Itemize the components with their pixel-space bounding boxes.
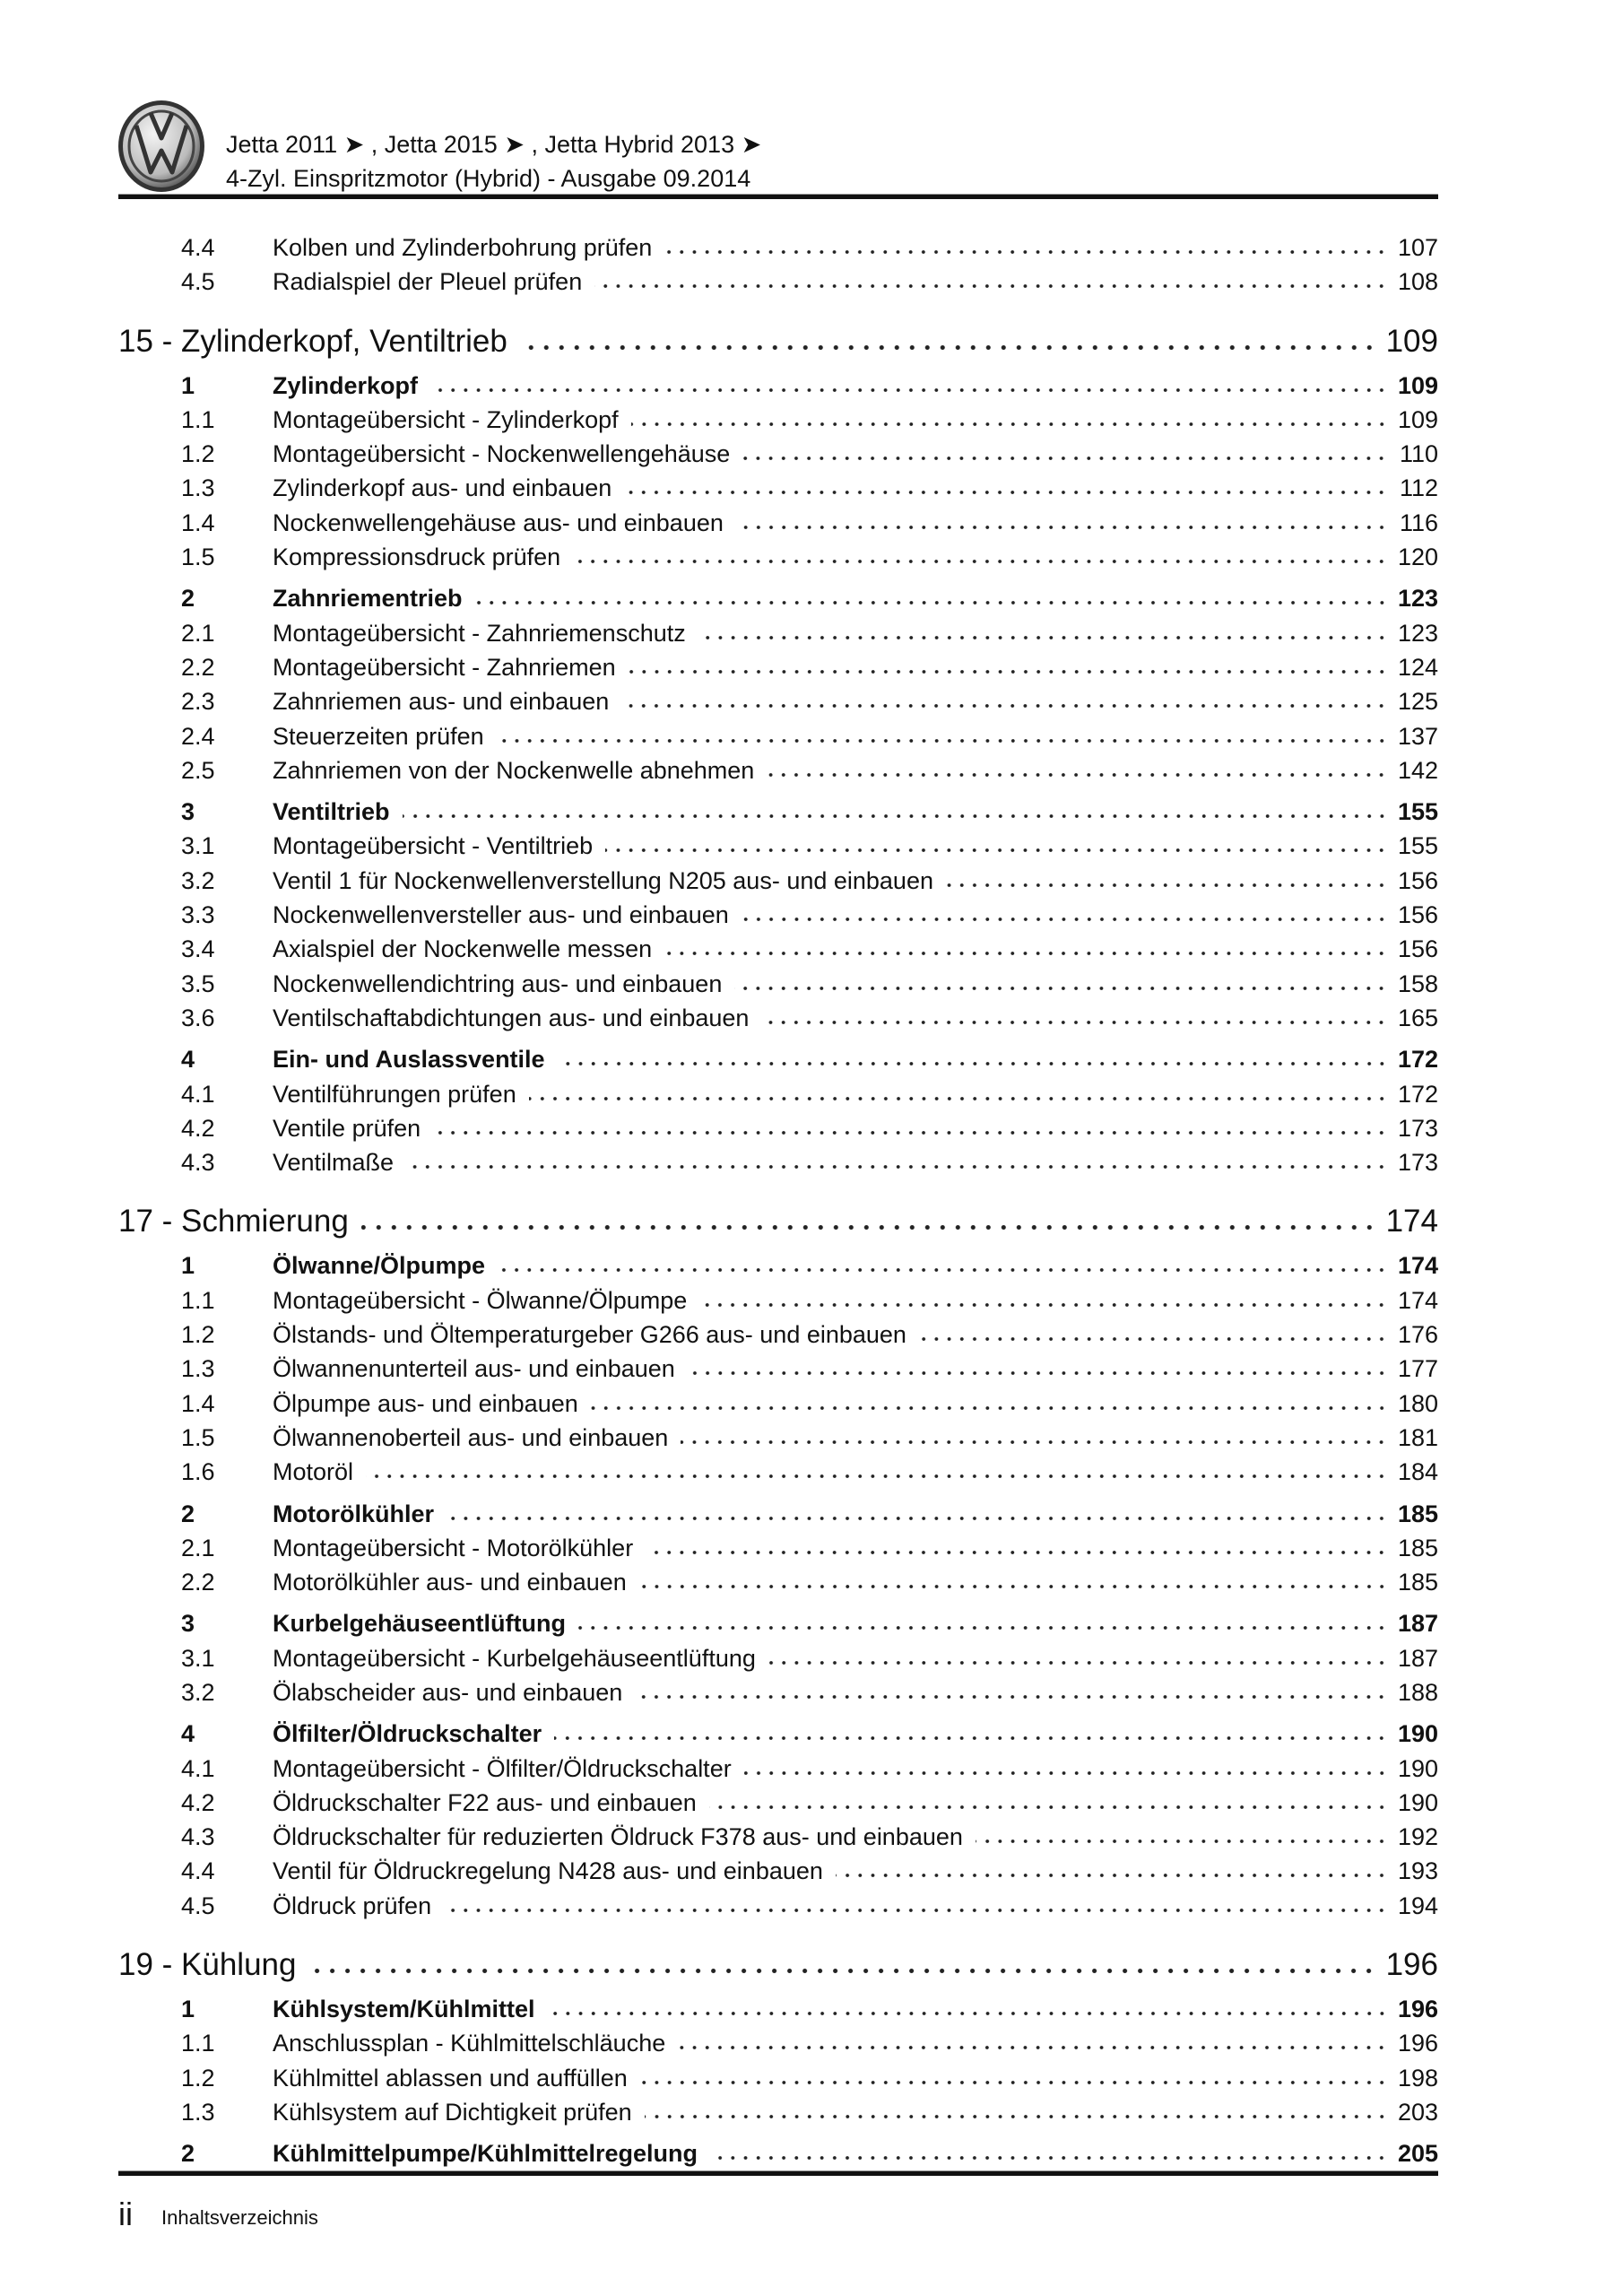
toc-entry[interactable] <box>118 1889 1438 1923</box>
toc-entry[interactable] <box>118 1786 1438 1820</box>
dot-leader <box>558 1058 1388 1067</box>
dot-leader <box>761 1017 1388 1026</box>
entry-title: Zahnriemen von der Nockenwelle abnehmen <box>273 756 755 784</box>
entry-title: Montageübersicht - Motorölkühler <box>273 1534 634 1561</box>
entry-number: 1.4 <box>181 1389 215 1417</box>
toc-entry[interactable] <box>118 403 1438 437</box>
toc-entry[interactable] <box>118 1455 1438 1489</box>
dot-leader <box>646 1547 1388 1556</box>
toc-entry[interactable] <box>118 829 1438 863</box>
entry-page: 110 <box>1399 440 1438 468</box>
entry-title: Motoröl <box>273 1458 354 1486</box>
dot-leader <box>645 2111 1388 2120</box>
entry-page: 155 <box>1397 832 1438 860</box>
toc-entry[interactable] <box>118 1675 1438 1709</box>
entry-title: Öldruck prüfen <box>273 1892 432 1919</box>
entry-number: 1.2 <box>181 1321 215 1349</box>
dot-leader <box>447 1513 1388 1522</box>
dot-leader <box>709 1802 1388 1811</box>
dot-leader <box>681 1437 1388 1446</box>
toc-section[interactable] <box>118 581 1438 615</box>
entry-page: 123 <box>1397 619 1438 647</box>
dot-leader <box>664 948 1388 957</box>
entry-page: 172 <box>1397 1046 1438 1074</box>
entry-number: 4.5 <box>181 1892 215 1919</box>
dot-leader <box>836 1870 1388 1879</box>
dot-leader <box>742 453 1388 462</box>
dot-leader <box>361 1222 1377 1231</box>
entry-number: 4.5 <box>181 268 215 296</box>
entry-page: 203 <box>1397 2098 1438 2126</box>
toc-entry[interactable] <box>118 2095 1438 2129</box>
entry-number: 2 <box>181 585 195 613</box>
dot-leader <box>736 522 1388 531</box>
toc-entry[interactable] <box>118 471 1438 505</box>
dot-leader <box>444 1905 1388 1914</box>
entry-page: 137 <box>1397 722 1438 750</box>
dot-leader <box>734 983 1388 992</box>
entry-page: 196 <box>1397 2030 1438 2057</box>
entry-page: 174 <box>1397 1286 1438 1314</box>
footer-page-number: ii <box>118 2196 133 2232</box>
dot-leader <box>573 556 1388 565</box>
entry-number: 1.4 <box>181 509 215 536</box>
dot-leader <box>976 1836 1388 1845</box>
entry-page: 192 <box>1397 1823 1438 1851</box>
entry-page: 116 <box>1399 509 1438 536</box>
entry-title: 17 - Schmierung <box>118 1204 349 1239</box>
entry-page: 173 <box>1397 1149 1438 1177</box>
entry-number: 1.3 <box>181 1355 215 1383</box>
header-models: Jetta 2011 ➤ , Jetta 2015 ➤ , Jetta Hybrid 2013 ➤ <box>226 131 762 158</box>
entry-title: Öldruckschalter für reduzierten Öldruck F378 aus- und einbauen <box>273 1823 963 1851</box>
toc-entry[interactable] <box>118 1001 1438 1035</box>
dot-leader <box>498 1265 1388 1274</box>
dot-leader <box>578 1622 1388 1631</box>
entry-number: 2 <box>181 2140 195 2168</box>
toc-entry[interactable] <box>118 1752 1438 1786</box>
toc-entry[interactable] <box>118 265 1438 299</box>
entry-number: 4.2 <box>181 1788 215 1816</box>
entry-page: 187 <box>1397 1610 1438 1638</box>
entry-title: Ventiltrieb <box>273 798 390 826</box>
vw-logo <box>117 99 206 194</box>
dot-leader <box>767 770 1388 778</box>
toc-entry[interactable] <box>118 230 1438 265</box>
entry-number: 1 <box>181 1996 195 2023</box>
entry-page: 172 <box>1397 1080 1438 1108</box>
entry-number: 3.5 <box>181 970 215 997</box>
entry-page: 142 <box>1397 756 1438 784</box>
entry-number: 4.4 <box>181 1857 215 1885</box>
entry-number: 3.3 <box>181 901 215 929</box>
entry-title: Kurbelgehäuseentlüftung <box>273 1610 567 1638</box>
toc-section[interactable] <box>118 1497 1438 1531</box>
entry-number: 2.4 <box>181 722 215 750</box>
entry-page: 156 <box>1397 935 1438 963</box>
entry-title: Öldruckschalter F22 aus- und einbauen <box>273 1788 697 1816</box>
entry-title: Ölfilter/Öldruckschalter <box>273 1720 542 1748</box>
entry-title: Ölwannenunterteil aus- und einbauen <box>273 1355 675 1383</box>
entry-page: 173 <box>1397 1114 1438 1142</box>
entry-number: 4 <box>181 1720 195 1748</box>
entry-number: 1.5 <box>181 1423 215 1451</box>
entry-title: 15 - Zylinderkopf, Ventiltrieb <box>118 323 507 359</box>
entry-page: 184 <box>1397 1458 1438 1486</box>
toc-entry[interactable] <box>118 437 1438 471</box>
entry-title: Ein- und Auslassventile <box>273 1046 545 1074</box>
dot-leader <box>475 597 1388 606</box>
toc-entry[interactable] <box>118 1421 1438 1455</box>
entry-title: Ölabscheider aus- und einbauen <box>273 1678 623 1706</box>
entry-title: Montageübersicht - Ventiltrieb <box>273 832 594 860</box>
dot-leader <box>640 2077 1388 2086</box>
entry-title: Ventilmaße <box>273 1149 395 1177</box>
toc-entry[interactable] <box>118 1531 1438 1565</box>
toc-section[interactable] <box>118 369 1438 403</box>
entry-title: Motorölkühler aus- und einbauen <box>273 1569 627 1596</box>
entry-title: Nockenwellengehäuse aus- und einbauen <box>273 509 724 536</box>
entry-title: Ölwanne/Ölpumpe <box>273 1252 486 1280</box>
entry-page: 190 <box>1397 1754 1438 1782</box>
toc-entry[interactable] <box>118 506 1438 540</box>
entry-page: 156 <box>1397 866 1438 894</box>
dot-leader <box>744 1768 1388 1777</box>
entry-page: 109 <box>1397 405 1438 433</box>
entry-page: 181 <box>1397 1423 1438 1451</box>
entry-title: Nockenwellenversteller aus- und einbauen <box>273 901 729 929</box>
entry-page: 125 <box>1397 688 1438 716</box>
dot-leader <box>366 1471 1388 1480</box>
dot-leader <box>621 700 1388 709</box>
entry-number: 4 <box>181 1046 195 1074</box>
entry-page: 109 <box>1385 323 1438 359</box>
toc-chapter[interactable] <box>118 1945 1438 1985</box>
entry-page: 156 <box>1397 901 1438 929</box>
entry-page: 196 <box>1397 1996 1438 2023</box>
entry-number: 1.1 <box>181 405 215 433</box>
entry-title: Ventil 1 für Nockenwellenverstellung N205 aus- und einbauen <box>273 866 933 894</box>
toc-chapter[interactable] <box>118 322 1438 361</box>
toc-section[interactable] <box>118 1042 1438 1076</box>
entry-number: 1.5 <box>181 544 215 571</box>
dot-leader <box>548 2008 1388 2017</box>
toc-chapter[interactable] <box>118 1202 1438 1241</box>
entry-title: Ölpumpe aus- und einbauen <box>273 1389 578 1417</box>
entry-title: Ventilführungen prüfen <box>273 1080 516 1108</box>
toc-entry[interactable] <box>118 540 1438 574</box>
entry-title: Ölstands- und Öltemperaturgeber G266 aus- und einbauen <box>273 1321 906 1349</box>
entry-title: 19 - Kühlung <box>118 1947 297 1983</box>
entry-title: Montageübersicht - Nockenwellengehäuse <box>273 440 731 468</box>
toc-entry[interactable] <box>118 719 1438 753</box>
entry-title: Ventilschaftabdichtungen aus- und einbauen <box>273 1004 750 1031</box>
toc-entry[interactable] <box>118 864 1438 898</box>
entry-title: Anschlussplan - Kühlmittelschläuche <box>273 2030 666 2057</box>
footer-label: Inhaltsverzeichnis <box>161 2206 318 2229</box>
entry-page: 165 <box>1397 1004 1438 1031</box>
dot-leader <box>639 1581 1388 1590</box>
entry-title: Kühlmittel ablassen und auffüllen <box>273 2064 628 2092</box>
entry-page: 198 <box>1397 2064 1438 2092</box>
toc-entry[interactable] <box>118 1111 1438 1145</box>
dot-leader <box>433 1127 1388 1136</box>
entry-number: 3.1 <box>181 1644 215 1672</box>
entry-number: 2.1 <box>181 619 215 647</box>
entry-title: Motorölkühler <box>273 1500 434 1527</box>
toc-section[interactable] <box>118 1717 1438 1751</box>
entry-title: Ölwannenoberteil aus- und einbauen <box>273 1423 669 1451</box>
entry-page: 155 <box>1397 798 1438 826</box>
entry-page: 188 <box>1397 1678 1438 1706</box>
entry-number: 4.3 <box>181 1149 215 1177</box>
entry-number: 3 <box>181 1610 195 1638</box>
dot-leader <box>699 1300 1388 1309</box>
entry-number: 3.4 <box>181 935 215 963</box>
entry-number: 1.6 <box>181 1458 215 1486</box>
dot-leader <box>631 419 1388 428</box>
entry-title: Montageübersicht - Ölfilter/Öldruckschalter <box>273 1754 732 1782</box>
toc-entry[interactable] <box>118 650 1438 684</box>
dot-leader <box>308 1966 1376 1975</box>
entry-page: 174 <box>1385 1204 1438 1239</box>
entry-number: 3.6 <box>181 1004 215 1031</box>
dot-leader <box>919 1334 1388 1343</box>
toc-entry[interactable] <box>118 1145 1438 1179</box>
entry-number: 1 <box>181 371 195 399</box>
entry-page: 185 <box>1397 1534 1438 1561</box>
entry-title: Ventile prüfen <box>273 1114 421 1142</box>
toc-entry[interactable] <box>118 932 1438 966</box>
toc-entry[interactable] <box>118 1077 1438 1111</box>
entry-number: 1.1 <box>181 2030 215 2057</box>
entry-title: Radialspiel der Pleuel prüfen <box>273 268 583 296</box>
entry-number: 2.2 <box>181 1569 215 1596</box>
entry-number: 1.2 <box>181 2064 215 2092</box>
toc-entry[interactable] <box>118 616 1438 650</box>
entry-title: Kühlsystem/Kühlmittel <box>273 1996 535 2023</box>
toc-entry[interactable] <box>118 1565 1438 1599</box>
toc-section[interactable] <box>118 1248 1438 1283</box>
toc-entry[interactable] <box>118 1283 1438 1318</box>
entry-number: 3.1 <box>181 832 215 860</box>
dot-leader <box>710 2152 1388 2161</box>
entry-page: 176 <box>1397 1321 1438 1349</box>
dot-leader <box>946 880 1388 889</box>
entry-page: 123 <box>1397 585 1438 613</box>
entry-title: Zylinderkopf aus- und einbauen <box>273 474 612 502</box>
entry-number: 4.4 <box>181 234 215 261</box>
entry-title: Zahnriementrieb <box>273 585 463 613</box>
entry-page: 112 <box>1399 474 1438 502</box>
dot-leader <box>678 2042 1388 2051</box>
entry-title: Montageübersicht - Ölwanne/Ölpumpe <box>273 1286 688 1314</box>
toc-section[interactable] <box>118 795 1438 829</box>
dot-leader <box>520 343 1377 352</box>
dot-leader <box>594 281 1388 290</box>
dot-leader <box>698 632 1388 641</box>
entry-title: Steuerzeiten prüfen <box>273 722 484 750</box>
entry-page: 185 <box>1397 1500 1438 1527</box>
entry-page: 124 <box>1397 653 1438 681</box>
entry-number: 1.3 <box>181 474 215 502</box>
dot-leader <box>742 914 1388 923</box>
entry-page: 120 <box>1397 544 1438 571</box>
entry-number: 1 <box>181 1252 195 1280</box>
dot-leader <box>406 1161 1388 1170</box>
toc-entry[interactable] <box>118 2026 1438 2060</box>
entry-page: 190 <box>1397 1788 1438 1816</box>
dot-leader <box>635 1692 1388 1700</box>
footer-divider <box>118 2170 1438 2176</box>
toc-entry[interactable] <box>118 753 1438 787</box>
dot-leader <box>529 1093 1388 1102</box>
entry-number: 2.2 <box>181 653 215 681</box>
entry-page: 180 <box>1397 1389 1438 1417</box>
entry-page: 205 <box>1397 2140 1438 2168</box>
toc-entry[interactable] <box>118 684 1438 718</box>
dot-leader <box>629 666 1388 675</box>
dot-leader <box>688 1368 1388 1377</box>
entry-page: 107 <box>1397 234 1438 261</box>
dot-leader <box>664 247 1388 256</box>
entry-number: 4.3 <box>181 1823 215 1851</box>
entry-number: 3.2 <box>181 1678 215 1706</box>
entry-title: Zahnriemen aus- und einbauen <box>273 688 610 716</box>
toc-entry[interactable] <box>118 898 1438 932</box>
toc-entry[interactable] <box>118 2061 1438 2095</box>
entry-title: Montageübersicht - Zahnriemenschutz <box>273 619 686 647</box>
dot-leader <box>430 385 1388 394</box>
toc-entry[interactable] <box>118 1820 1438 1854</box>
entry-title: Montageübersicht - Zahnriemen <box>273 653 616 681</box>
toc-entry[interactable] <box>118 1387 1438 1421</box>
entry-page: 190 <box>1397 1720 1438 1748</box>
entry-page: 108 <box>1397 268 1438 296</box>
toc-section[interactable] <box>118 1606 1438 1640</box>
entry-page: 177 <box>1397 1355 1438 1383</box>
dot-leader <box>403 811 1388 820</box>
toc-section[interactable] <box>118 1992 1438 2026</box>
dot-leader <box>497 735 1388 744</box>
dot-leader <box>768 1657 1388 1666</box>
entry-number: 2.5 <box>181 756 215 784</box>
entry-title: Zylinderkopf <box>273 371 419 399</box>
toc-section[interactable] <box>118 2136 1438 2170</box>
entry-page: 109 <box>1397 371 1438 399</box>
entry-number: 1.3 <box>181 2098 215 2126</box>
entry-title: Kühlmittelpumpe/Kühlmittelregelung <box>273 2140 698 2168</box>
entry-title: Montageübersicht - Kurbelgehäuseentlüftung <box>273 1644 756 1672</box>
entry-page: 193 <box>1397 1857 1438 1885</box>
entry-page: 194 <box>1397 1892 1438 1919</box>
entry-number: 1.1 <box>181 1286 215 1314</box>
dot-leader <box>591 1403 1388 1412</box>
entry-number: 2 <box>181 1500 195 1527</box>
entry-number: 1.2 <box>181 440 215 468</box>
entry-page: 187 <box>1397 1644 1438 1672</box>
entry-page: 196 <box>1385 1947 1438 1983</box>
entry-title: Kolben und Zylinderbohrung prüfen <box>273 234 653 261</box>
entry-number: 4.1 <box>181 1754 215 1782</box>
entry-title: Ventil für Öldruckregelung N428 aus- und einbauen <box>273 1857 823 1885</box>
entry-number: 2.3 <box>181 688 215 716</box>
entry-title: Montageübersicht - Zylinderkopf <box>273 405 619 433</box>
entry-page: 174 <box>1397 1252 1438 1280</box>
entry-number: 4.1 <box>181 1080 215 1108</box>
header-divider <box>118 194 1438 199</box>
entry-number: 3.2 <box>181 866 215 894</box>
entry-title: Nockenwellendichtring aus- und einbauen <box>273 970 723 997</box>
entry-page: 158 <box>1397 970 1438 997</box>
header-engine-edition: 4-Zyl. Einspritzmotor (Hybrid) - Ausgabe 09.2014 <box>226 165 751 192</box>
table-of-contents <box>118 230 1438 2171</box>
entry-number: 3 <box>181 798 195 826</box>
dot-leader <box>605 845 1388 854</box>
dot-leader <box>554 1733 1388 1742</box>
toc-entry[interactable] <box>118 1352 1438 1386</box>
entry-number: 2.1 <box>181 1534 215 1561</box>
entry-number: 4.2 <box>181 1114 215 1142</box>
toc-entry[interactable] <box>118 1854 1438 1888</box>
entry-title: Kompressionsdruck prüfen <box>273 544 561 571</box>
entry-page: 185 <box>1397 1569 1438 1596</box>
entry-title: Axialspiel der Nockenwelle messen <box>273 935 653 963</box>
toc-entry[interactable] <box>118 1318 1438 1352</box>
dot-leader <box>624 487 1388 496</box>
toc-entry[interactable] <box>118 967 1438 1001</box>
toc-entry[interactable] <box>118 1641 1438 1675</box>
entry-title: Kühlsystem auf Dichtigkeit prüfen <box>273 2098 632 2126</box>
